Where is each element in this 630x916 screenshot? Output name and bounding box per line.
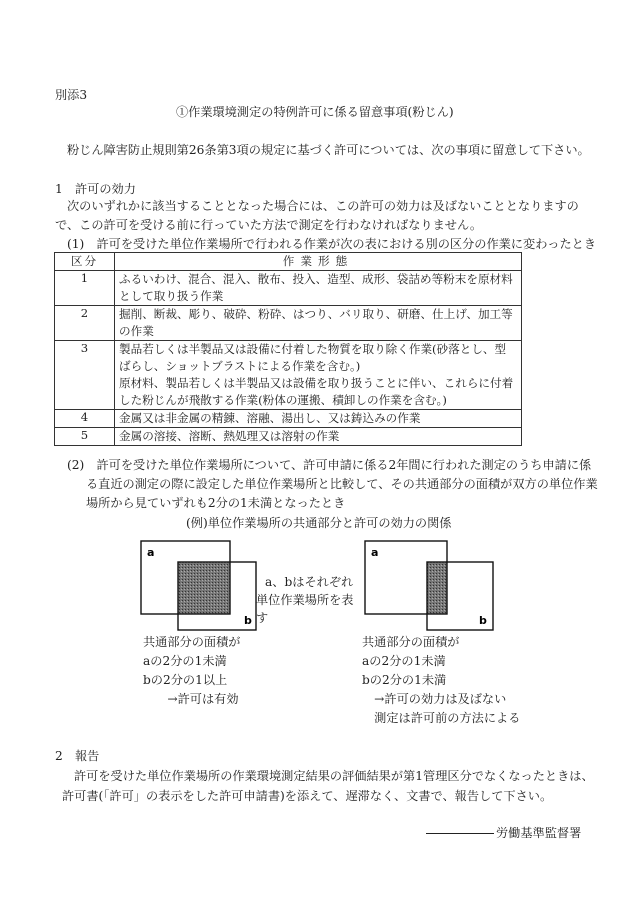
description-line: 掘削、断裁、彫り、破砕、粉砕、はつり、バリ取り、研磨、仕上げ、加工等 xyxy=(119,307,513,321)
table-row xyxy=(55,428,522,446)
common-area xyxy=(427,562,447,614)
section2-para-line2: 許可書(「許可」の表示をした許可申請書)を添えて、遅滞なく、文書で、報告して下さい。 xyxy=(62,789,553,803)
description-line: 金属又は非金属の精錬、溶融、湯出し、又は鋳込みの作業 xyxy=(119,411,421,425)
labor-office-name: 労働基準監督署 xyxy=(496,826,582,840)
description-line: の作業 xyxy=(119,324,154,338)
description-line: 原材料、製品若しくは半製品又は設備を取り扱うことに伴い、これらに付着 xyxy=(119,376,514,390)
table-row xyxy=(55,341,522,410)
signature-blank-line xyxy=(426,833,494,834)
caption-line: →許可の効力は及ばない xyxy=(362,692,507,706)
table-row xyxy=(55,271,522,306)
section1-heading: 1 許可の効力 xyxy=(55,182,136,196)
overlap-figure-invalid xyxy=(364,540,496,632)
table-row xyxy=(55,410,522,428)
section2-heading: 2 報告 xyxy=(55,749,100,763)
table-row xyxy=(55,306,522,341)
intro-text: 粉じん障害防止規則第26条第3項の規定に基づく許可については、次の事項に留意して下さい。 xyxy=(67,143,590,157)
description-line: した粉じんが飛散する作業(粉体の運搬、積卸しの作業を含む。) xyxy=(119,393,447,407)
description-line: 金属の溶接、溶断、熱処理又は溶射の作業 xyxy=(119,429,340,443)
appendix-label: 別添3 xyxy=(55,88,88,102)
work-category-table xyxy=(54,252,522,446)
column-header-category: 区分 xyxy=(55,253,115,271)
common-area xyxy=(178,562,230,614)
label-b: b xyxy=(244,614,252,627)
caption-line: bの2分の1未満 xyxy=(362,673,447,687)
description-line: ふるいわけ、混合、混入、散布、投入、造型、成形、袋詰め等粉末を原材料 xyxy=(119,272,513,286)
caption-line: bの2分の1以上 xyxy=(143,673,228,687)
work-description xyxy=(115,271,522,306)
category-number: 5 xyxy=(55,428,115,446)
item1-text: (1) 許可を受けた単位作業場所で行われる作業が次の表における別の区分の作業に変わったとき xyxy=(67,237,597,251)
example-title: (例)単位作業場所の共通部分と許可の効力の関係 xyxy=(186,516,452,530)
caption-line: 共通部分の面積が xyxy=(362,635,460,649)
column-header-work: 作業形態 xyxy=(115,253,522,271)
category-number: 3 xyxy=(55,341,115,410)
category-number: 2 xyxy=(55,306,115,341)
overlap-figure-valid xyxy=(140,540,262,632)
category-number: 1 xyxy=(55,271,115,306)
section1-para-line2: で、この許可を受ける前に行っていた方法で測定を行わなければなりません。 xyxy=(55,218,483,232)
item2-line1: (2) 許可を受けた単位作業場所について、許可申請に係る2年間に行われた測定のうち申請に係 xyxy=(67,458,592,472)
figure-note-line2: 単位作業場所を表 xyxy=(256,593,354,607)
category-number: 4 xyxy=(55,410,115,428)
work-description xyxy=(115,428,522,446)
work-description xyxy=(115,341,522,410)
description-line: ばらし、ショットブラストによる作業を含む。) xyxy=(119,359,361,373)
figure-note-line3: す xyxy=(256,611,269,625)
caption-line: 測定は許可前の方法による xyxy=(362,711,521,725)
caption-line: aの2分の1未満 xyxy=(143,654,227,668)
description-line: として取り扱う作業 xyxy=(119,289,224,303)
item2-line3: 場所から見ていずれも2分の1未満となったとき xyxy=(86,496,346,510)
signature-block xyxy=(426,824,581,841)
item2-line2: る直近の測定の際に設定した単位作業場所と比較して、その共通部分の面積が双方の単位作業 xyxy=(86,477,598,491)
description-line: 製品若しくは半製品又は設備に付着した物質を取り除く作業(砂落とし、型 xyxy=(119,342,507,356)
caption-line: aの2分の1未満 xyxy=(362,654,446,668)
left-figure-caption xyxy=(143,633,241,709)
label-a: a xyxy=(147,546,155,559)
work-description xyxy=(115,410,522,428)
section1-para-line1: 次のいずれかに該当することとなった場合には、この許可の効力は及ばないこととなりますの xyxy=(67,199,579,213)
document-title: ①作業環境測定の特例許可に係る留意事項(粉じん) xyxy=(176,105,454,119)
right-figure-caption xyxy=(362,633,520,728)
label-b: b xyxy=(479,614,487,627)
label-a: a xyxy=(371,546,379,559)
caption-line: 共通部分の面積が xyxy=(143,635,241,649)
section2-para-line1: 許可を受けた単位作業場所の作業環境測定結果の評価結果が第1管理区分でなくなったときは、 xyxy=(74,769,594,783)
table-header-row xyxy=(55,253,522,271)
caption-line: →許可は有効 xyxy=(143,692,239,706)
work-description xyxy=(115,306,522,341)
figure-note-line1: a、bはそれぞれ xyxy=(265,575,354,589)
